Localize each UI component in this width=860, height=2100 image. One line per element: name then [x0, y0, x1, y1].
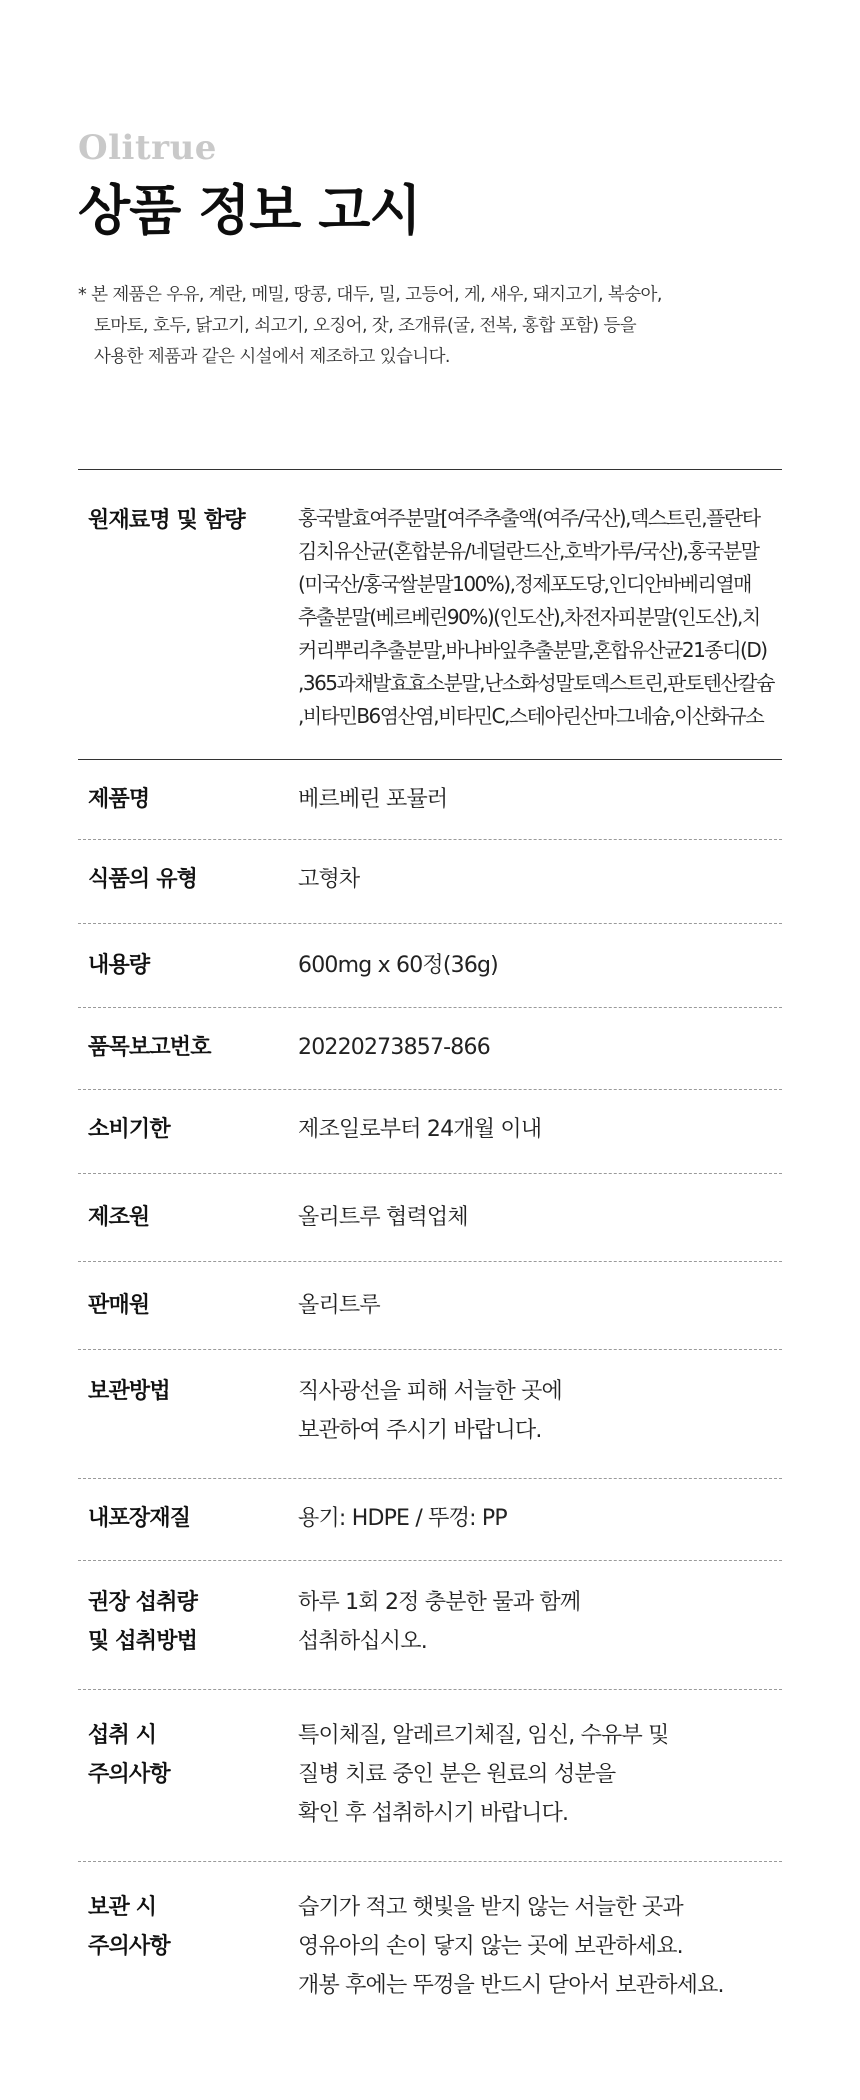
value-line: 올리트루 [298, 1293, 380, 1318]
info-row-label [78, 1888, 298, 2005]
notice-line: 사용한 제품과 같은 시설에서 제조하고 있습니다. [94, 347, 450, 367]
info-row [78, 840, 782, 924]
brand-logo: Olitrue [78, 128, 217, 168]
info-row [78, 1090, 782, 1174]
label-line: 소비기한 [88, 1117, 170, 1142]
product-info-table [78, 469, 782, 2005]
label-line: 및 섭취방법 [88, 1629, 198, 1654]
info-row-value [298, 1198, 782, 1237]
info-row-value [298, 1372, 782, 1450]
label-line: 주의사항 [88, 1762, 170, 1787]
label-line: 내포장재질 [88, 1506, 191, 1531]
value-line: 용기: HDPE / 뚜껑: PP [298, 1506, 507, 1531]
value-line: 확인 후 섭취하시기 바랍니다. [298, 1801, 569, 1826]
info-row-value [298, 1028, 782, 1067]
label-line: 품목보고번호 [88, 1035, 211, 1060]
info-row [78, 1174, 782, 1262]
info-row-value [298, 1583, 782, 1661]
value-line: ,비타민B6염산염,비타민C,스테아린산마그네슘,이산화규소 [298, 704, 764, 728]
notice-line: 토마토, 호두, 닭고기, 쇠고기, 오징어, 잣, 조개류(굴, 전복, 홍합 포함) 등을 [94, 316, 637, 336]
value-line: 20220273857-866 [298, 1035, 490, 1060]
value-line: 개봉 후에는 뚜껑을 반드시 닫아서 보관하세요. [298, 1973, 724, 1998]
info-row [78, 1561, 782, 1690]
info-row-label [78, 1286, 298, 1325]
value-line: 직사광선을 피해 서늘한 곳에 [298, 1379, 563, 1404]
label-line: 식품의 유형 [88, 867, 198, 892]
info-row-label [78, 780, 298, 819]
value-line: 보관하여 주시기 바랍니다. [298, 1418, 542, 1443]
info-row [78, 924, 782, 1008]
info-row [78, 470, 782, 760]
info-row-value [298, 1888, 782, 2005]
info-row-label [78, 502, 298, 733]
value-line: 600mg x 60정(36g) [298, 953, 498, 978]
label-line: 섭취 시 [88, 1723, 157, 1748]
value-line: 홍국발효여주분말[여주추출액(여주/국산),덱스트린,플란타 [298, 506, 760, 530]
info-row-label [78, 860, 298, 899]
value-line: 습기가 적고 햇빛을 받지 않는 서늘한 곳과 [298, 1895, 683, 1920]
allergen-notice [78, 280, 782, 373]
info-row-label [78, 1110, 298, 1149]
value-line: ,365과채발효효소분말,난소화성말토덱스트린,판토텐산칼슘 [298, 671, 774, 695]
value-line: (미국산/홍국쌀분말100%),정제포도당,인디안바베리열매 [298, 572, 751, 596]
info-row-value [298, 780, 782, 819]
info-row-value [298, 1286, 782, 1325]
label-line: 권장 섭취량 [88, 1590, 198, 1615]
info-row-label [78, 1499, 298, 1538]
value-line: 올리트루 협력업체 [298, 1205, 468, 1230]
info-row [78, 760, 782, 840]
value-line: 섭취하십시오. [298, 1629, 427, 1654]
label-line: 주의사항 [88, 1934, 170, 1959]
info-row [78, 1350, 782, 1479]
notice-line: * 본 제품은 우유, 계란, 메밀, 땅콩, 대두, 밀, 고등어, 게, 새우, 돼지고기, 복숭아, [78, 285, 662, 305]
value-line: 커리뿌리추출분말,바나바잎추출분말,혼합유산균21종디(D) [298, 638, 767, 662]
value-line: 김치유산균(혼합분유/네덜란드산,호박가루/국산),홍국분말 [298, 539, 759, 563]
value-line: 고형차 [298, 867, 360, 892]
info-row-value [298, 1716, 782, 1833]
page-title: 상품 정보 고시 [78, 179, 421, 242]
info-row-value [298, 1499, 782, 1538]
info-row-value [298, 860, 782, 899]
value-line: 특이체질, 알레르기체질, 임신, 수유부 및 [298, 1723, 669, 1748]
value-line: 질병 치료 중인 분은 원료의 성분을 [298, 1762, 616, 1787]
label-line: 내용량 [88, 953, 150, 978]
value-line: 베르베린 포뮬러 [298, 787, 448, 812]
info-row-label [78, 1028, 298, 1067]
info-row-label [78, 946, 298, 985]
label-line: 원재료명 및 함량 [88, 508, 245, 533]
info-row [78, 1862, 782, 2005]
info-row [78, 1690, 782, 1862]
label-line: 보관방법 [88, 1379, 170, 1404]
label-line: 보관 시 [88, 1895, 157, 1920]
info-row-value [298, 946, 782, 985]
value-line: 영유아의 손이 닿지 않는 곳에 보관하세요. [298, 1934, 683, 1959]
info-row-label [78, 1583, 298, 1661]
info-row-value [298, 502, 782, 733]
value-line: 하루 1회 2정 충분한 물과 함께 [298, 1590, 581, 1615]
label-line: 판매원 [88, 1293, 150, 1318]
value-line: 제조일로부터 24개월 이내 [298, 1117, 542, 1142]
value-line: 추출분말(베르베린90%)(인도산),차전자피분말(인도산),치 [298, 605, 760, 629]
info-row-label [78, 1716, 298, 1833]
label-line: 제조원 [88, 1205, 150, 1230]
info-row [78, 1008, 782, 1090]
info-row [78, 1262, 782, 1350]
info-row-label [78, 1198, 298, 1237]
label-line: 제품명 [88, 787, 150, 812]
info-row-value [298, 1110, 782, 1149]
info-row [78, 1479, 782, 1561]
info-row-label [78, 1372, 298, 1450]
